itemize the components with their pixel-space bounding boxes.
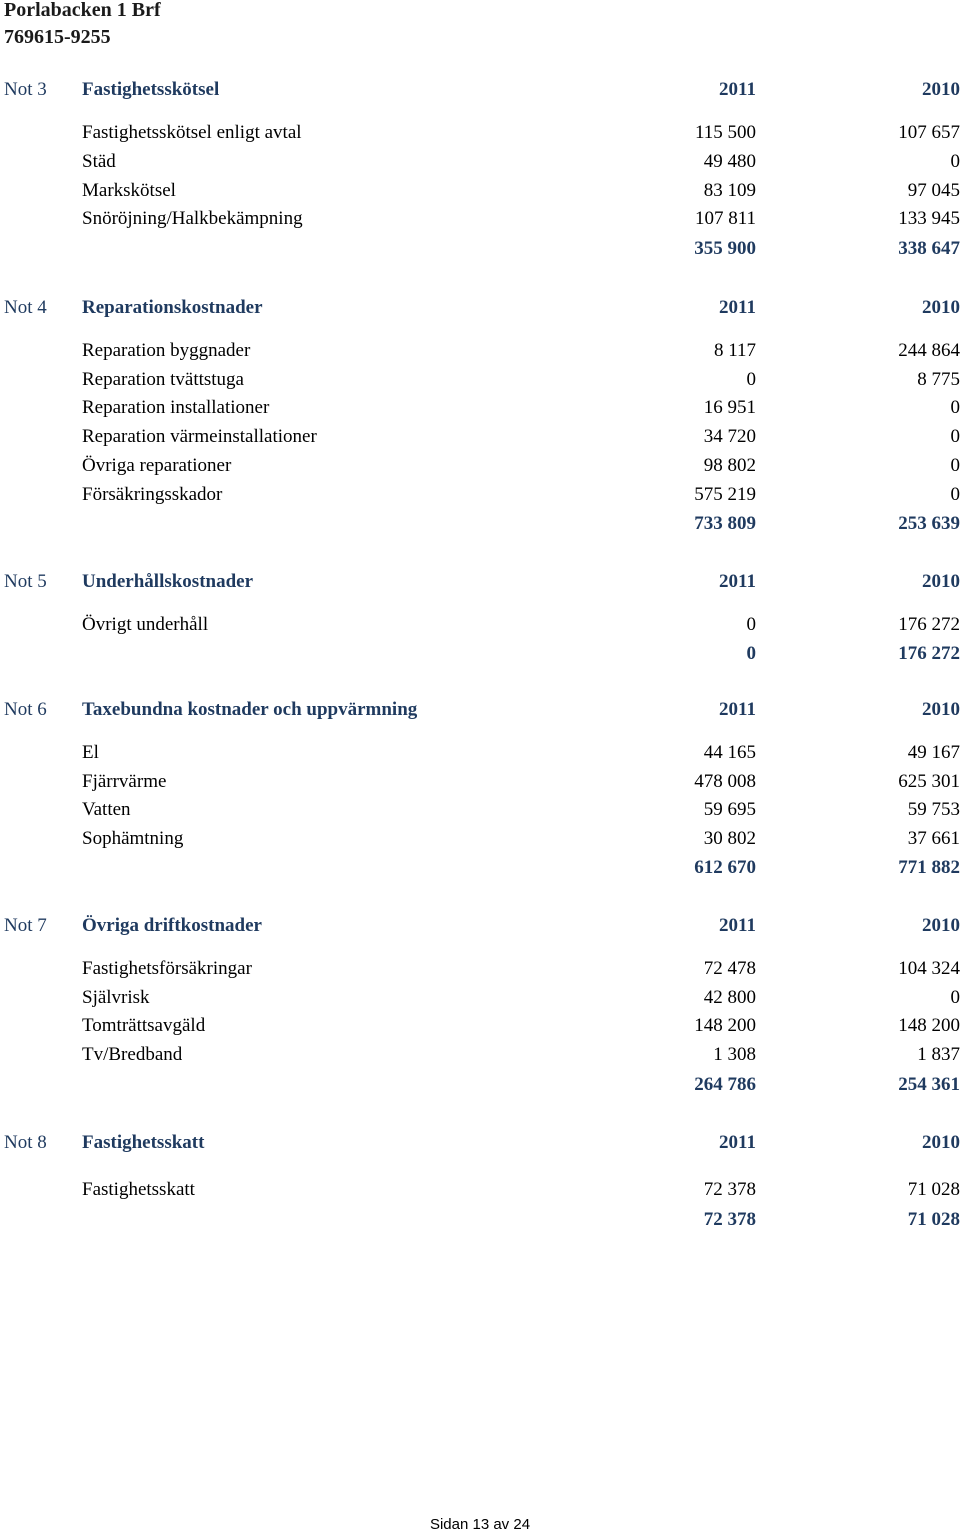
note-label: Not 7	[4, 915, 47, 936]
value-2010: 8 775	[917, 369, 960, 390]
row-label: Snöröjning/Halkbekämpning	[82, 208, 303, 229]
total-2010: 71 028	[907, 1209, 960, 1230]
table-row	[0, 796, 960, 824]
table-row	[0, 148, 960, 176]
value-2010: 37 661	[907, 828, 960, 849]
note-title: Fastighetsskötsel	[82, 79, 220, 100]
value-2011: 148 200	[694, 1015, 756, 1036]
row-label: Övriga reparationer	[82, 455, 232, 476]
note-label: Not 4	[4, 297, 47, 318]
value-2010: 104 324	[898, 958, 960, 979]
total-row	[0, 854, 960, 882]
total-2011: 733 809	[694, 513, 756, 534]
note-label: Not 5	[4, 571, 47, 592]
year-2010: 2010	[922, 699, 960, 720]
note-header-8	[0, 1129, 960, 1157]
year-2010: 2010	[922, 79, 960, 100]
row-label: Sophämtning	[82, 828, 184, 849]
year-2011: 2011	[719, 699, 756, 720]
value-2011: 1 308	[713, 1044, 756, 1065]
row-label: El	[82, 742, 99, 763]
row-label: Städ	[82, 151, 116, 172]
year-2010: 2010	[922, 297, 960, 318]
year-2011: 2011	[719, 915, 756, 936]
value-2011: 8 117	[713, 340, 756, 361]
row-label: Övrigt underhåll	[82, 614, 209, 635]
row-label: Fastighetsskatt	[82, 1179, 195, 1200]
note-title: Fastighetsskatt	[82, 1132, 205, 1153]
note-label: Not 3	[4, 79, 47, 100]
year-2011: 2011	[719, 1132, 756, 1153]
table-row	[0, 481, 960, 509]
value-2010: 176 272	[898, 614, 960, 635]
row-label: Självrisk	[82, 987, 150, 1008]
table-row	[0, 955, 960, 983]
year-2011: 2011	[719, 297, 756, 318]
note-title: Underhållskostnader	[82, 571, 254, 592]
value-2011: 0	[746, 614, 756, 635]
page-number: Sidan 13 av 24	[429, 1516, 531, 1533]
value-2010: 0	[950, 484, 960, 505]
note-header-3	[0, 76, 960, 104]
year-2010: 2010	[922, 571, 960, 592]
value-2011: 72 478	[703, 958, 756, 979]
total-row	[0, 235, 960, 263]
value-2010: 0	[950, 151, 960, 172]
total-2011: 612 670	[694, 857, 756, 878]
total-2010: 176 272	[898, 643, 960, 664]
note-header-5	[0, 568, 960, 596]
table-row	[0, 205, 960, 233]
value-2010: 107 657	[898, 122, 960, 143]
value-2010: 97 045	[907, 180, 960, 201]
year-2011: 2011	[719, 571, 756, 592]
row-label: Reparation tvättstuga	[82, 369, 244, 390]
value-2011: 115 500	[694, 122, 756, 143]
table-row	[0, 739, 960, 767]
row-label: Fastighetsförsäkringar	[82, 958, 252, 979]
note-label: Not 8	[4, 1132, 47, 1153]
note-label: Not 6	[4, 699, 47, 720]
value-2011: 575 219	[694, 484, 756, 505]
table-row	[0, 394, 960, 422]
note-header-4	[0, 294, 960, 322]
row-label: Reparation värmeinstallationer	[82, 426, 317, 447]
value-2010: 0	[950, 397, 960, 418]
row-label: Försäkringsskador	[82, 484, 223, 505]
value-2011: 42 800	[703, 987, 756, 1008]
total-2010: 771 882	[898, 857, 960, 878]
note-header-6	[0, 696, 960, 724]
value-2011: 44 165	[703, 742, 756, 763]
note-title: Övriga driftkostnader	[82, 915, 262, 936]
table-row	[0, 1176, 960, 1204]
total-2010: 253 639	[898, 513, 960, 534]
company-name: Porlabacken 1 Brf	[4, 0, 161, 21]
total-row	[0, 640, 960, 668]
value-2010: 148 200	[898, 1015, 960, 1036]
org-number: 769615-9255	[4, 26, 111, 48]
table-row	[0, 177, 960, 205]
total-2011: 264 786	[694, 1074, 756, 1095]
total-2010: 338 647	[898, 238, 960, 259]
value-2010: 0	[950, 455, 960, 476]
value-2011: 98 802	[703, 455, 756, 476]
value-2011: 0	[746, 369, 756, 390]
value-2010: 244 864	[898, 340, 960, 361]
total-2010: 254 361	[898, 1074, 960, 1095]
total-row	[0, 1206, 960, 1234]
total-2011: 72 378	[703, 1209, 756, 1230]
value-2010: 49 167	[907, 742, 960, 763]
table-row	[0, 366, 960, 394]
value-2011: 478 008	[694, 771, 756, 792]
value-2011: 59 695	[703, 799, 756, 820]
row-label: Tv/Bredband	[82, 1044, 183, 1065]
total-2011: 0	[746, 643, 756, 664]
value-2010: 133 945	[898, 208, 960, 229]
table-row	[0, 768, 960, 796]
table-row	[0, 423, 960, 451]
row-label: Tomträttsavgäld	[82, 1015, 206, 1036]
value-2011: 72 378	[703, 1179, 756, 1200]
value-2011: 83 109	[703, 180, 756, 201]
table-row	[0, 452, 960, 480]
row-label: Reparation installationer	[82, 397, 270, 418]
value-2011: 30 802	[703, 828, 756, 849]
table-row	[0, 825, 960, 853]
table-row	[0, 337, 960, 365]
row-label: Reparation byggnader	[82, 340, 251, 361]
value-2010: 0	[950, 987, 960, 1008]
year-2011: 2011	[719, 79, 756, 100]
note-header-7	[0, 912, 960, 940]
note-title: Reparationskostnader	[82, 297, 263, 318]
value-2011: 49 480	[703, 151, 756, 172]
row-label: Fastighetsskötsel enligt avtal	[82, 122, 302, 143]
row-label: Vatten	[82, 799, 131, 820]
total-row	[0, 1071, 960, 1099]
value-2010: 71 028	[907, 1179, 960, 1200]
value-2011: 107 811	[694, 208, 756, 229]
value-2010: 1 837	[917, 1044, 960, 1065]
value-2011: 34 720	[703, 426, 756, 447]
value-2010: 59 753	[907, 799, 960, 820]
table-row	[0, 611, 960, 639]
value-2010: 625 301	[898, 771, 960, 792]
value-2010: 0	[950, 426, 960, 447]
row-label: Fjärrvärme	[82, 771, 167, 792]
year-2010: 2010	[922, 1132, 960, 1153]
table-row	[0, 1041, 960, 1069]
table-row	[0, 119, 960, 147]
year-2010: 2010	[922, 915, 960, 936]
note-title: Taxebundna kostnader och uppvärmning	[82, 699, 418, 720]
total-2011: 355 900	[694, 238, 756, 259]
total-row	[0, 510, 960, 538]
table-row	[0, 984, 960, 1012]
table-row	[0, 1012, 960, 1040]
row-label: Markskötsel	[82, 180, 176, 201]
value-2011: 16 951	[703, 397, 756, 418]
